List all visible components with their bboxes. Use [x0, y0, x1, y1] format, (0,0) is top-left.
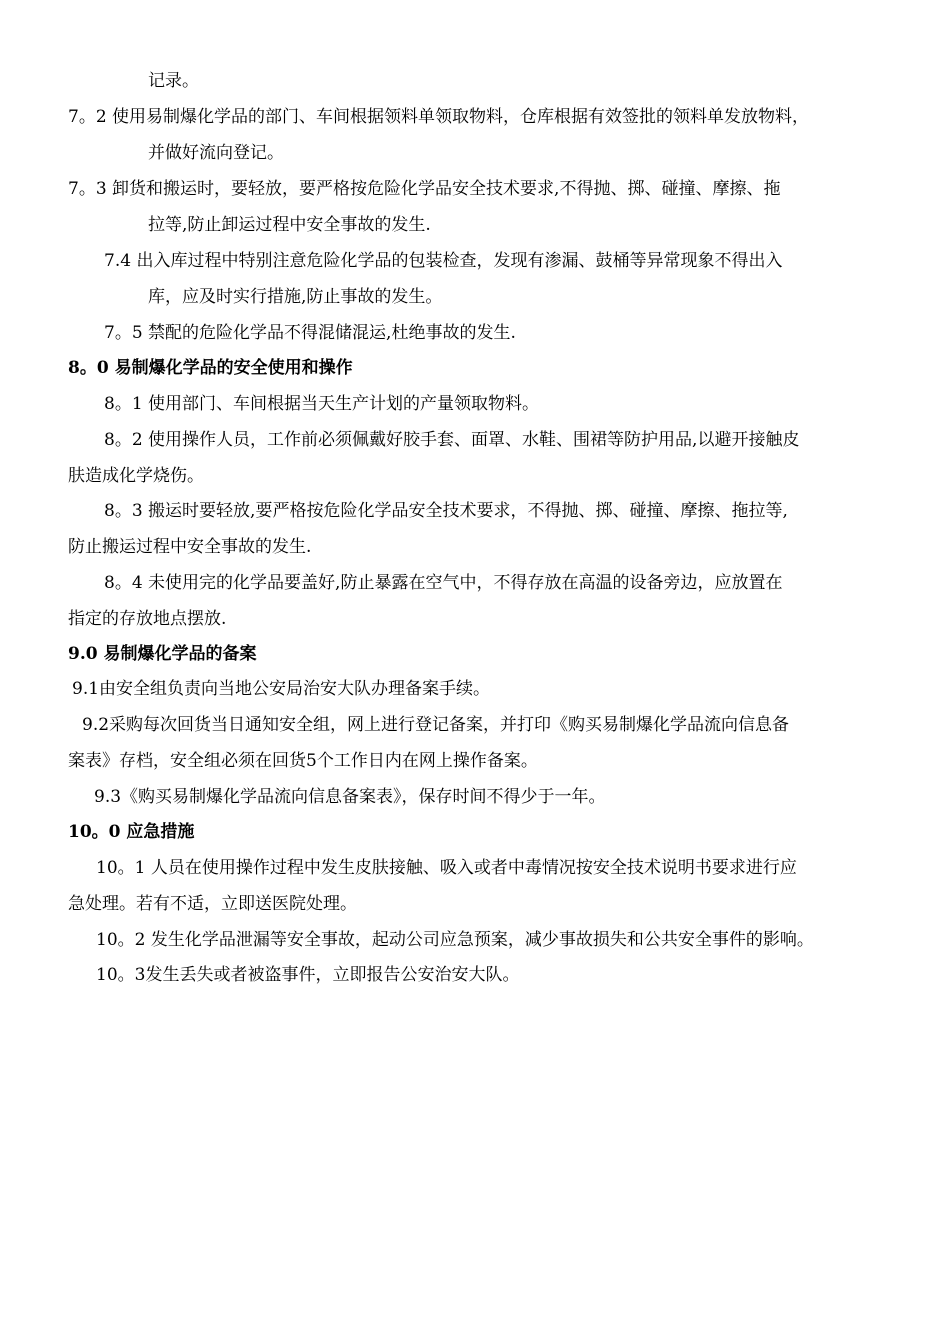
text-line: 指定的存放地点摆放.: [68, 609, 227, 629]
text-line: 8。2 使用操作人员，工作前必须佩戴好胶手套、面罩、水鞋、围裙等防护用品,以避开接触皮: [104, 430, 800, 450]
text-line: 防止搬运过程中安全事故的发生.: [68, 537, 312, 557]
section-heading: 10。0 应急措施: [68, 822, 195, 842]
section-heading: 9.0 易制爆化学品的备案: [68, 644, 257, 664]
section-heading: 8。0 易制爆化学品的安全使用和操作: [68, 358, 353, 378]
text-line: 10。2 发生化学品泄漏等安全事故，起动公司应急预案，减少事故损失和公共安全事件的影响。: [96, 930, 814, 950]
text-line: 9.3《购买易制爆化学品流向信息备案表》，保存时间不得少于一年。: [94, 787, 606, 807]
text-line: 8。4 未使用完的化学品要盖好,防止暴露在空气中，不得存放在高温的设备旁边，应放置在: [104, 573, 783, 593]
text-line: 案表》存档，安全组必须在回货5个工作日内在网上操作备案。: [68, 751, 538, 771]
text-line: 拉等,防止卸运过程中安全事故的发生.: [148, 215, 431, 235]
text-line: 7.4 出入库过程中特别注意危险化学品的包装检查，发现有渗漏、鼓桶等异常现象不得出入: [104, 251, 783, 271]
text-line: 7。2 使用易制爆化学品的部门、车间根据领料单领取物料，仓库根据有效签批的领料单发放物料，: [68, 107, 810, 127]
text-line: 急处理。若有不适，立即送医院处理。: [68, 894, 357, 914]
text-line: 10。3发生丢失或者被盗事件，立即报告公安治安大队。: [96, 965, 520, 985]
text-line: 9.1由安全组负责向当地公安局治安大队办理备案手续。: [72, 679, 491, 699]
text-line: 并做好流向登记。: [148, 143, 284, 163]
text-line: 8。1 使用部门、车间根据当天生产计划的产量领取物料。: [104, 394, 540, 414]
text-line: 记录。: [148, 71, 199, 91]
text-line: 10。1 人员在使用操作过程中发生皮肤接触、吸入或者中毒情况按安全技术说明书要求进行应: [96, 858, 797, 878]
text-line: 8。3 搬运时要轻放,要严格按危险化学品安全技术要求，不得抛、掷、碰撞、摩擦、拖拉等,: [104, 501, 788, 521]
text-line: 7。3 卸货和搬运时，要轻放，要严格按危险化学品安全技术要求,不得抛、掷、碰撞、摩擦、拖: [68, 179, 781, 199]
text-line: 库，应及时实行措施,防止事故的发生。: [148, 287, 443, 307]
text-line: 9.2采购每次回货当日通知安全组，网上进行登记备案，并打印《购买易制爆化学品流向信息备: [82, 715, 790, 735]
text-line: 7。5 禁配的危险化学品不得混储混运,杜绝事故的发生.: [104, 323, 516, 343]
text-line: 肤造成化学烧伤。: [68, 466, 204, 486]
